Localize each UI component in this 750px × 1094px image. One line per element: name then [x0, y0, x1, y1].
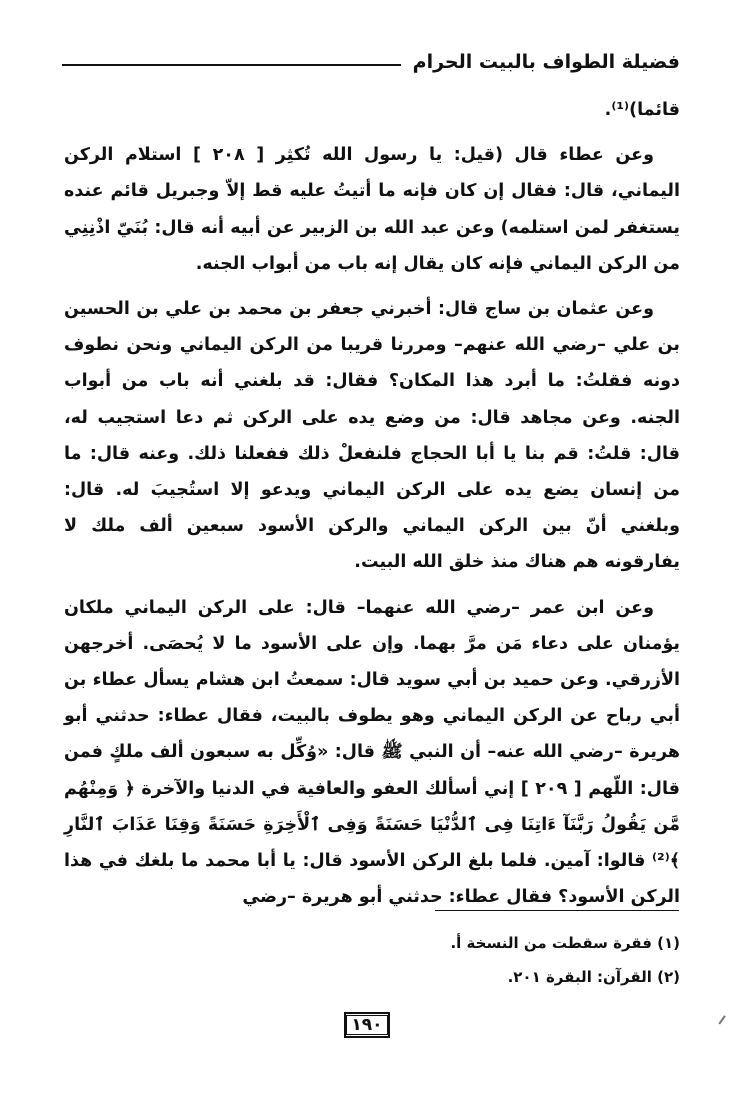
header-rule [62, 64, 401, 66]
footnote-1: (١) فقرة سقطت من النسخة أ. [450, 934, 680, 952]
paragraph-4: وعن ابن عمر –رضي الله عنهما– قال: على الركن اليماني ملكان يؤمنان على دعاء مَن مرَّ بهما. وإن على الأسود ما لا يُحصَى. أخرجهن الأزرقي. وعن حميد بن أبي سويد قال: سمعتُ ابن هشام يسأل عطاء بن أبي رباح عن الركن اليماني وهو يطوف بالبيت، فقال عطاء: حدثني أبو هريرة –رضي الله عنه– أن النبي ﷺ قال: «وُكِّل به سبعون ألف ملكٍ فمن قال: اللّهم [ ٢٠٩ ] إني أسألك العفو والعافية في الدنيا والآخرة ﴿ وَمِنْهُم مَّن يَقُولُ رَبَّنَآ ءَاتِنَا فِى ٱلدُّنْيَا حَسَنَةً وَفِى ٱلْأَخِرَةِ حَسَنَةً وَقِنَا عَذَابَ ٱلنَّارِ ﴾⁽²⁾ قالوا: آمين. فلما بلغ الركن الأسود قال: يا أبا محمد ما بلغك في هذا الركن الأسود؟ فقال عطاء: حدثني أبو هريرة –رضي [64, 597, 680, 908]
page-number-box [344, 1012, 390, 1038]
paragraph-2: وعن عطاء قال (قيل: يا رسول الله تُكثِر [ ٢٠٨ ] استلام الركن اليماني، قال: فقال إن كان فإنه ما أتيتُ عليه قط إلاّ وجبريل قائم عنده يستغفر لمن استلمه) وعن عبد الله بن الزبير عن أبيه أنه قال: بُنَيّ اذْنِنِي من الركن اليماني فإنه كان يقال إنه باب من أبواب الجنه. [64, 145, 680, 274]
main-text [64, 92, 680, 915]
running-header [62, 44, 680, 80]
footnote-2: (٢) القرآن: البقرة ٢٠١. [507, 968, 680, 986]
header-title: فضيلة الطواف بالبيت الحرام [412, 51, 680, 73]
footnotes [100, 926, 680, 994]
paragraph-3: وعن عثمان بن ساج قال: أخبرني جعفر بن محمد بن علي بن الحسين بن علي –رضي الله عنهم– ومررنا قريبا من الركن اليماني ونحن نطوف دونه فقلتُ: ما أبرد هذا المكان؟ فقال: قد بلغني أنه باب من أبواب الجنه. وعن مجاهد قال: من وضع يده على الركن ثم دعا استجيب له، قال: قلتُ: قم بنا يا أبا الحجاج فلنفعلْ ذلك ففعلنا ذلك. وعنه قال: ما من إنسان يضع يده على الركن اليماني ويدعو إلا استُجيبَ له. قال: وبلغني أنّ بين الركن اليماني والركن الأسود سبعين ألف ملك لا يفارقونه هم هناك منذ خلق الله البيت. [64, 299, 680, 573]
scan-mark [710, 1009, 726, 1024]
page-number: ١٩٠ [346, 1015, 387, 1035]
footnote-separator [435, 910, 679, 911]
paragraph-1: قائما)⁽¹⁾. [604, 100, 680, 120]
